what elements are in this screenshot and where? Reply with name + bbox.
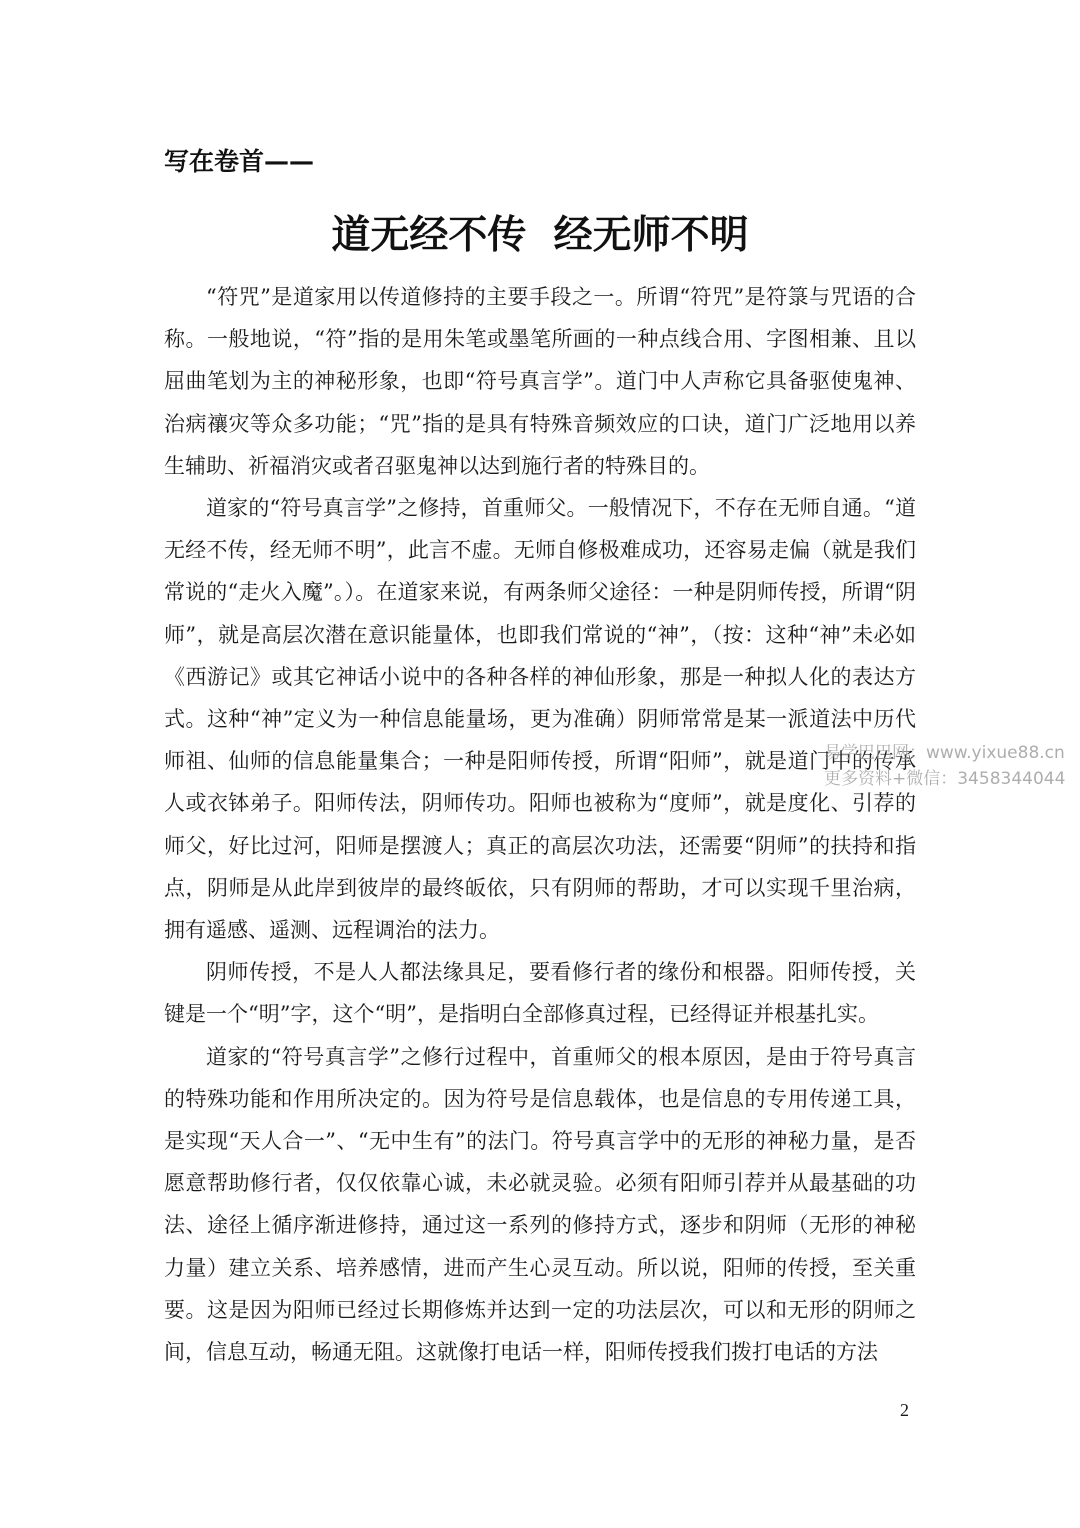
paragraph-2: 道家的“符号真言学”之修持，首重师父。一般情况下，不存在无师自通。“道无经不传，经无师不明”，此言不虚。无师自修极难成功，还容易走偏（就是我们常说的“走火入魔”。）。在道家来说，有两条师父途径：一种是阴师传授，所谓“阴师”，就是高层次潜在意识能量体，也即我们常说的“神”，（按：这种“神”未必如《西游记》或其它神话小说中的各种各样的神仙形象，那是一种拟人化的表达方式。这种“神”定义为一种信息能量场，更为准确）阴师常常是某一派道法中历代师祖、仙师的信息能量集合；一种是阳师传授，所谓“阳师”，就是道门中的传承人或衣钵弟子。阳师传法，阴师传功。阳师也被称为“度师”，就是度化、引荐的师父，好比过河，阳师是摆渡人；真正的高层次功法，还需要“阴师”的扶持和指点，阴师是从此岸到彼岸的最终皈依，只有阴师的帮助，才可以实现千里治病，拥有遥感、遥测、远程调治的法力。	[164, 496, 916, 943]
watermark-contact: 更多资料+微信：3458344044	[824, 769, 1066, 789]
paragraph-3: 阴师传授，不是人人都法缘具足，要看修行者的缘份和根器。阳师传授，关键是一个“明”字，这个“明”，是指明白全部修真过程，已经得证并根基扎实。	[164, 960, 916, 1027]
body-text	[164, 276, 916, 1373]
watermark-site: 易学巴巴网：www.yixue88.cn	[824, 743, 1065, 763]
page-title: 道无经不传 经无师不明	[331, 213, 749, 258]
page-number: 2	[900, 1400, 909, 1420]
paragraph-4: 道家的“符号真言学”之修行过程中，首重师父的根本原因，是由于符号真言的特殊功能和作用所决定的。因为符号是信息载体，也是信息的专用传递工具，是实现“天人合一”、“无中生有”的法门。符号真言学中的无形的神秘力量，是否愿意帮助修行者，仅仅依靠心诚，未必就灵验。必须有阳师引荐并从最基础的功法、途径上循序渐进修持，通过这一系列的修持方式，逐步和阴师（无形的神秘力量）建立关系、培养感情，进而产生心灵互动。所以说，阳师的传授，至关重要。这是因为阳师已经过长期修炼并达到一定的功法层次，可以和无形的阴师之间，信息互动，畅通无阻。这就像打电话一样，阳师传授我们拨打电话的方法	[164, 1044, 916, 1365]
section-heading: 写在卷首——	[164, 147, 315, 176]
paragraph-1: “符咒”是道家用以传道修持的主要手段之一。所谓“符咒”是符箓与咒语的合称。一般地说，“符”指的是用朱笔或墨笔所画的一种点线合用、字图相兼、且以屈曲笔划为主的神秘形象，也即“符号真言学”。道门中人声称它具备驱使鬼神、治病禳灾等众多功能；“咒”指的是具有特殊音频效应的口诀，道门广泛地用以养生辅助、祈福消灾或者召驱鬼神以达到施行者的特殊目的。	[164, 285, 916, 478]
